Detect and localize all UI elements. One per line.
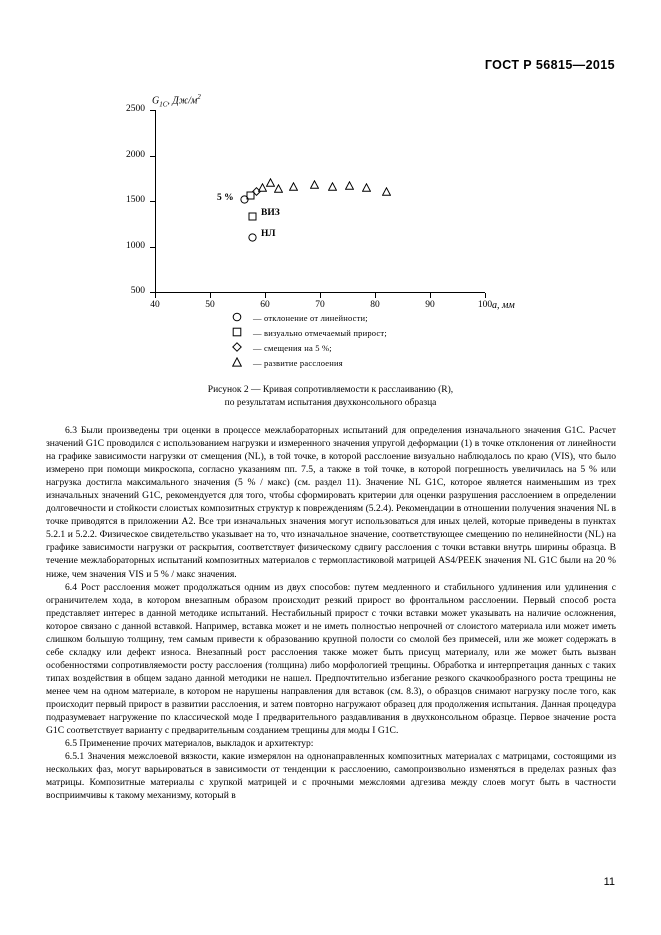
data-point-triangle [382, 187, 391, 196]
x-tick [375, 293, 376, 298]
x-tick [155, 293, 156, 298]
legend-label: — развитие расслоения [253, 357, 343, 368]
x-tick-label: 90 [425, 300, 435, 310]
page-header: ГОСТ Р 56815—2015 [484, 58, 615, 72]
y-tick-label: 2000 [126, 149, 145, 160]
square-icon [232, 327, 248, 338]
y-tick [150, 156, 155, 157]
legend-item [232, 310, 387, 325]
legend-item [232, 325, 387, 340]
inline-label-vis-symbol [248, 208, 257, 226]
x-tick-label: 70 [315, 300, 325, 310]
y-tick [150, 110, 155, 111]
x-tick [265, 293, 266, 298]
figure-caption-line-2: по результатам испытания двухконсольного образца [224, 398, 437, 408]
x-tick [210, 293, 211, 298]
data-point-triangle [274, 184, 283, 193]
figure-2 [0, 88, 661, 408]
legend-item [232, 340, 387, 355]
legend-item [232, 355, 387, 370]
figure-caption [0, 384, 661, 410]
legend-label: — отклонение от линейности; [253, 312, 368, 323]
legend-label: — визуально отмечаемый прирост; [253, 327, 387, 338]
y-tick-label: 2500 [126, 104, 145, 114]
page-number: 11 [603, 876, 615, 888]
x-tick-label: 40 [150, 300, 160, 310]
inline-label-nl-symbol [248, 229, 257, 247]
y-tick [150, 201, 155, 202]
data-point-triangle [289, 182, 298, 191]
chart-legend [232, 310, 387, 370]
data-point-triangle [328, 182, 337, 191]
y-tick [150, 247, 155, 248]
data-point-triangle [310, 180, 319, 189]
x-tick [430, 293, 431, 298]
x-tick-label: 80 [370, 300, 380, 310]
paragraph-6-5-1: 6.5.1 Значения межслоевой вязкости, какие измерялон на однонаправленных композитных материалах с матрицами, состоящими из нескольких фаз, могут варьироваться в зависимости от тенденции к расслоению, самопроизвольно изменяться в пределах разных фаз матрицы. Композитные материалы с хрупкой матрицей и с прочными межслоями адгезива между слоев могут быть в частности восприимчивы к такому механизму, который в [46, 751, 616, 802]
inline-label-vis: ВИЗ [261, 208, 280, 218]
data-point-triangle [362, 183, 371, 192]
x-tick-label: 100 [477, 300, 493, 310]
paragraph-6-4: 6.4 Рост расслоения может продолжаться одним из двух способов: путем медленного и стабильного удлинения или удлинения с ограничителем хода, в котором внезапным образом происходит резкий прирост во фронтальном расслоении. Первый способ роста представляет интерес в данной методике испытаний. Нестабильный прирост с точки вставки может указывать на наличие осложнения, которое связано с данной вставкой. Например, вставка может и не иметь полностью непрочней от слоистого материала или может иметь слишком большую толщину, тем самым привести к образованию крупной полости со смолой без примесей, или же может содержать в себе складку или дефект износа. Внезапный рост расслоения также может быть присущ материалу, или же может быть вызван особенностями сопротивляемости росту расслоения (толщина) либо морфологией трещины. Обработка и интерпретация данных с таких типах воздействия в общем задано данной методики не нашел. Предпочтительно избегание резкого скачкообразного роста трещины не менее чем на одном материале, в котором не нарушены направления для вставок (см. 8.3), о образцов снимают нагрузку после того, как происходит первый прирост в развитии расслоения, и затем повторно нагружают образец для продолжения испытания. Данная процедура подразумевает нагружение по классической моде I предварительного раздавливания в двухконсольном образце. Первое значение роста G1C соответствует варианту с предварительным созданием трещины для моды I G1C. [46, 581, 616, 737]
paragraph-6-3: 6.3 Были произведены три оценки в процессе межлабораторных испытаний для определения изначального значения G1C. Расчет значений G1C проводился с использованием нагрузки и измеренного значения упругой деформации (1) в точке отклонения от линейности на графике зависимости нагрузки от смещения (NL), в той точке, в которой расслоение визуально наблюдалось по краю (VIS), что было измерено при помощи микроскопа, согласно указаниям пп. 7.5, а также в той точке, в которой погрешность увеличилась на 5 % или нагрузка достигла максимального значения (5 % / макс) (см. раздел 11). Значение NL G1C, которое является наименьшим из трех изначальных значений G1C, рекомендуется для того, чтобы сформировать критерии для оценки разрушения расслоением в определении долговечности и стойкости слоистых композитных структур к повреждениям (5.2.4). Рекомендации в отношении получения значения NL в точке приводятся в приложении А2. Все три изначальных значения могут использоваться для иных целей, которые приведены в пунктах 5.2.1 и 5.2.2. Физическое свидетельство указывает на то, что изначальное значение, соответствующее смещению по нелинейности (NL) на графике зависимости нагрузки от раскрытия, соответствует физическому сдвигу расслоения с точки вставки внутрь ширины образца. В течение межлабораторных испытаний композитных материалов с термопластиковой матрицей AS4/PEEK значения NL G1C были на 20 % ниже, чем значения VIS и 5 % / макс значения. [46, 425, 616, 580]
y-tick-label: 500 [130, 286, 145, 296]
y-tick-label: 1500 [126, 195, 145, 205]
triangle-icon [232, 357, 248, 368]
x-tick-label: 60 [260, 300, 270, 310]
legend-label: — смещения на 5 %; [253, 342, 332, 353]
data-point-triangle [345, 181, 354, 190]
diamond-icon [232, 342, 248, 353]
annotation-5-percent: 5 % [217, 193, 234, 203]
x-tick [485, 293, 486, 298]
paragraph-6-5: 6.5 Применение прочих материалов, выкладок и архитектур: [65, 738, 314, 750]
y-axis-line [155, 110, 156, 293]
body-text [46, 424, 616, 802]
figure-caption-line-1: Рисунок 2 — Кривая сопротивляемости к расслаиванию (R), [207, 385, 454, 395]
x-tick [320, 293, 321, 298]
x-axis-title: a, мм [492, 300, 515, 311]
circle-icon [232, 312, 248, 323]
y-axis-title: $G_{1C}$, $Дж/м^2$ [152, 93, 201, 109]
chart-plot-area [126, 104, 493, 310]
y-tick-label: 1000 [126, 240, 145, 251]
inline-label-nl: НЛ [261, 229, 276, 239]
x-tick-label: 50 [205, 300, 215, 310]
